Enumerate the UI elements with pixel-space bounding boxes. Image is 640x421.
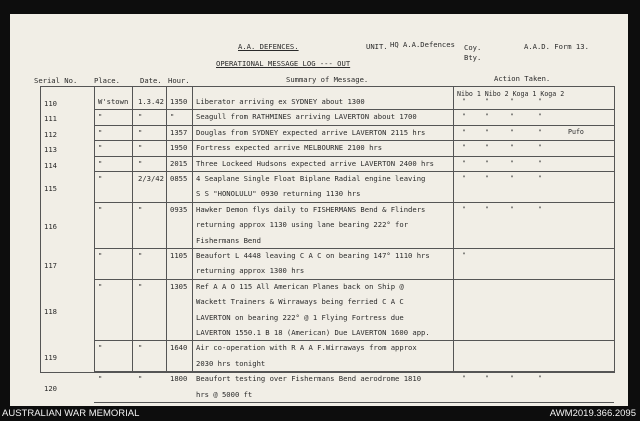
col-hour: Hour. (168, 76, 190, 85)
serial-cell: 118 (44, 306, 57, 316)
col-date: Date. (140, 76, 162, 85)
date-cell: " (138, 204, 143, 214)
action-ditto-mark: " (462, 97, 466, 105)
action-ditto-mark: " (485, 112, 489, 121)
serial-cell: 117 (44, 260, 57, 270)
footer-institution: AUSTRALIAN WAR MEMORIAL (2, 408, 140, 419)
place-cell: " (98, 174, 103, 183)
action-note: Pufo (568, 127, 584, 136)
date-cell: " (138, 251, 143, 260)
action-ditto-mark: " (462, 127, 466, 136)
footer-accession: AWM2019.366.2095 (549, 408, 636, 419)
serial-cell: 114 (44, 160, 57, 170)
row-rule (94, 340, 614, 341)
place-cell: W'stown (98, 97, 129, 106)
summary-line: S S "HONOLULU" 0930 returning 1130 hrs (196, 189, 361, 199)
hour-cell: 2015 (170, 158, 188, 168)
hour-cell: 1350 (170, 97, 188, 106)
action-ditto-mark: " (485, 127, 489, 136)
date-cell: " (138, 127, 143, 137)
action-ditto-mark: " (462, 158, 466, 167)
unit-title: A.A. DEFENCES. (238, 42, 299, 51)
summary-line: Ref A A O 115 All American Planes back on Ship @ (196, 281, 404, 291)
summary-line: 2030 hrs tonight (196, 358, 266, 368)
serial-cell: 120 (44, 383, 57, 393)
action-ditto-mark: " (510, 127, 514, 136)
rule-place (94, 86, 95, 373)
date-cell: 1.3.42 (138, 97, 164, 106)
rule-action (453, 86, 454, 373)
summary-line: Fortress expected arrive MELBOURNE 2100 hrs (196, 143, 383, 153)
place-cell: " (98, 127, 103, 137)
form-number: A.A.D. Form 13. (524, 42, 589, 51)
place-cell: " (98, 158, 103, 168)
summary-line: Hawker Demon flys daily to FISHERMANS Bend & Flinders (196, 204, 426, 214)
serial-cell: 112 (44, 129, 57, 139)
action-ditto-mark: " (510, 158, 514, 167)
unit-label: UNIT. (366, 42, 388, 51)
action-ditto-mark: " (510, 204, 514, 213)
action-ditto-mark: " (538, 143, 542, 152)
date-cell: " (138, 158, 143, 168)
place-cell: " (98, 281, 103, 291)
date-cell: " (138, 143, 143, 153)
table-top-rule (40, 86, 615, 87)
row-rule (94, 156, 614, 157)
action-ditto-mark: " (462, 143, 466, 152)
action-ditto-mark: " (462, 251, 466, 259)
row-rule (94, 109, 614, 110)
hour-cell: 0855 (170, 174, 188, 183)
row-rule (94, 125, 614, 126)
place-cell: " (98, 204, 103, 214)
summary-line: Douglas from SYDNEY expected arrive LAVERTON 2115 hrs (196, 127, 426, 137)
action-ditto-mark: " (538, 158, 542, 167)
log-title: OPERATIONAL MESSAGE LOG --- OUT (216, 59, 351, 68)
action-ditto-mark: " (510, 143, 514, 152)
place-cell: " (98, 343, 103, 353)
date-cell: 2/3/42 (138, 174, 164, 183)
action-ditto-mark: " (538, 174, 542, 182)
action-ditto-mark: " (462, 174, 466, 182)
summary-line: returning approx 1300 hrs (196, 266, 305, 276)
action-ditto-mark: " (485, 143, 489, 152)
action-ditto-mark: " (462, 374, 466, 383)
date-cell: " (138, 374, 143, 384)
rule-summary (192, 86, 193, 373)
summary-line: Fishermans Bend (196, 235, 261, 245)
serial-cell: 116 (44, 222, 57, 232)
action-ditto-mark: " (510, 97, 514, 105)
bty-label: Bty. (464, 53, 482, 62)
row-rule (94, 279, 614, 280)
hour-cell: 0935 (170, 204, 188, 214)
action-ditto-mark: " (485, 204, 489, 213)
action-ditto-mark: " (485, 97, 489, 105)
unit-value: HQ A.A.Defences (390, 40, 455, 49)
action-ditto-mark: " (485, 174, 489, 182)
summary-line: 4 Seaplane Single Float Biplane Radial engine leaving (196, 174, 426, 183)
col-place: Place. (94, 76, 120, 85)
summary-line: Three Lockeed Hudsons expected arrive LAVERTON 2400 hrs (196, 158, 434, 168)
row-rule (94, 402, 614, 403)
action-ditto-mark: " (510, 174, 514, 182)
rule-right (614, 86, 615, 373)
hour-cell: 1105 (170, 251, 188, 260)
rule-date (132, 86, 133, 373)
action-ditto-mark: " (538, 127, 542, 136)
row-rule (94, 171, 614, 172)
action-ditto-mark: " (538, 97, 542, 105)
col-action: Action Taken. (494, 74, 551, 83)
action-ditto-mark: " (510, 112, 514, 121)
row-rule (94, 371, 614, 372)
rule-hour (166, 86, 167, 373)
action-ditto-mark: " (510, 374, 514, 383)
serial-cell: 119 (44, 353, 57, 363)
hour-cell: 1640 (170, 343, 188, 353)
summary-line: hrs @ 5000 ft (196, 389, 253, 399)
rule-left (40, 86, 41, 373)
row-rule (94, 140, 614, 141)
row-rule (94, 202, 614, 203)
action-stations: Nibo 1 Nibo 2 Koga 1 Koga 2 (457, 90, 565, 98)
row-rule (94, 248, 614, 249)
summary-line: LAVERTON on bearing 222° @ 1 Flying Fortress due (196, 312, 404, 322)
hour-cell: 1305 (170, 281, 188, 291)
col-serial: Serial No. (34, 76, 78, 85)
summary-line: returning approx 1130 using lane bearing 222° for (196, 220, 409, 230)
serial-cell: 113 (44, 145, 57, 155)
hour-cell: 1950 (170, 143, 188, 153)
hour-cell: " (170, 112, 175, 122)
coy-label: Coy. (464, 43, 482, 52)
summary-line: Beaufort testing over Fishermans Bend aerodrome 1810 (196, 374, 422, 384)
serial-cell: 110 (44, 99, 57, 108)
hour-cell: 1357 (170, 127, 188, 137)
serial-cell: 111 (44, 114, 57, 124)
serial-cell: 115 (44, 183, 57, 193)
action-ditto-mark: " (462, 112, 466, 121)
place-cell: " (98, 143, 103, 153)
action-ditto-mark: " (462, 204, 466, 213)
action-ditto-mark: " (538, 374, 542, 383)
date-cell: " (138, 112, 143, 122)
hour-cell: 1800 (170, 374, 188, 384)
place-cell: " (98, 112, 103, 122)
summary-line: Air co-operation with R A A F.Wirraways from approx (196, 343, 417, 353)
summary-line: Liberator arriving ex SYDNEY about 1300 (196, 97, 365, 106)
place-cell: " (98, 374, 103, 384)
date-cell: " (138, 281, 143, 291)
action-ditto-mark: " (485, 158, 489, 167)
action-ditto-mark: " (485, 374, 489, 383)
summary-line: Seagull from RATHMINES arriving LAVERTON about 1700 (196, 112, 417, 122)
action-ditto-mark: " (538, 112, 542, 121)
date-cell: " (138, 343, 143, 353)
summary-line: LAVERTON 1550.1 B 18 (American) Due LAVERTON 1600 app. (196, 328, 430, 337)
message-log-sheet (10, 14, 628, 406)
place-cell: " (98, 251, 103, 260)
summary-line: Beaufort L 4448 leaving C A C on bearing 147° 1110 hrs (196, 251, 430, 260)
action-ditto-mark: " (538, 204, 542, 213)
col-summary: Summary of Message. (286, 75, 369, 84)
summary-line: Wackett Trainers & Wirraways being ferried C A C (196, 297, 404, 307)
